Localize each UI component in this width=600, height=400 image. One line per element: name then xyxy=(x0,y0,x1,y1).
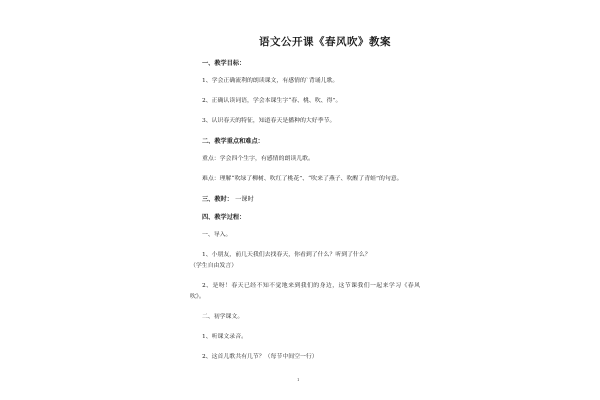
hours-label: 三、教时： xyxy=(202,196,233,203)
keypoint-paragraph: 重点：学会四个生字，有感情的朗读儿歌。 xyxy=(202,156,314,162)
section-heading-goals: 一、教学目标： xyxy=(202,60,246,67)
section-heading-keypoints: 二、教学重点和难点： xyxy=(202,138,264,145)
page-number: 1 xyxy=(297,377,300,382)
process-note: （学生自由发言） xyxy=(190,263,238,269)
difficulty-paragraph: 难点：理解“吹绿了柳树、吹红了桃花”、“吹来了燕子、吹醒了青蛙”的句意。 xyxy=(202,176,403,182)
process-question: 1、小朋友，前几天我们去找春天，你看到了什么？听到了什么？ xyxy=(202,252,371,258)
goal-item: 2、正确认读词语，学会本课生字“春、桃、吹、得”。 xyxy=(202,98,342,104)
process-substep: 2、这首儿歌共有几节？（每节中间空一行） xyxy=(202,354,318,360)
process-step: 一、导入。 xyxy=(202,232,232,238)
goal-item: 3、认识春天的特征，知道春天是播种的大好季节。 xyxy=(202,118,336,124)
section-heading-process: 四、教学过程： xyxy=(202,214,246,221)
goal-item: 1、学会正确流利的朗读课文，有感情的`背诵儿歌。 xyxy=(202,78,339,84)
section-heading-hours xyxy=(202,194,420,203)
process-step: 二、初学课文。 xyxy=(202,314,244,320)
document-title: 语文公开课《春风吹》教案 xyxy=(259,36,391,48)
hours-value: 一课时 xyxy=(235,196,254,203)
lesson-plan xyxy=(190,34,420,372)
process-substep: 1、听课文录音。 xyxy=(202,334,247,340)
process-paragraph: 2、是呀！春天已经不知不觉地来到我们的身边，这节课我们一起来学习《春风吹》。 xyxy=(190,283,420,300)
